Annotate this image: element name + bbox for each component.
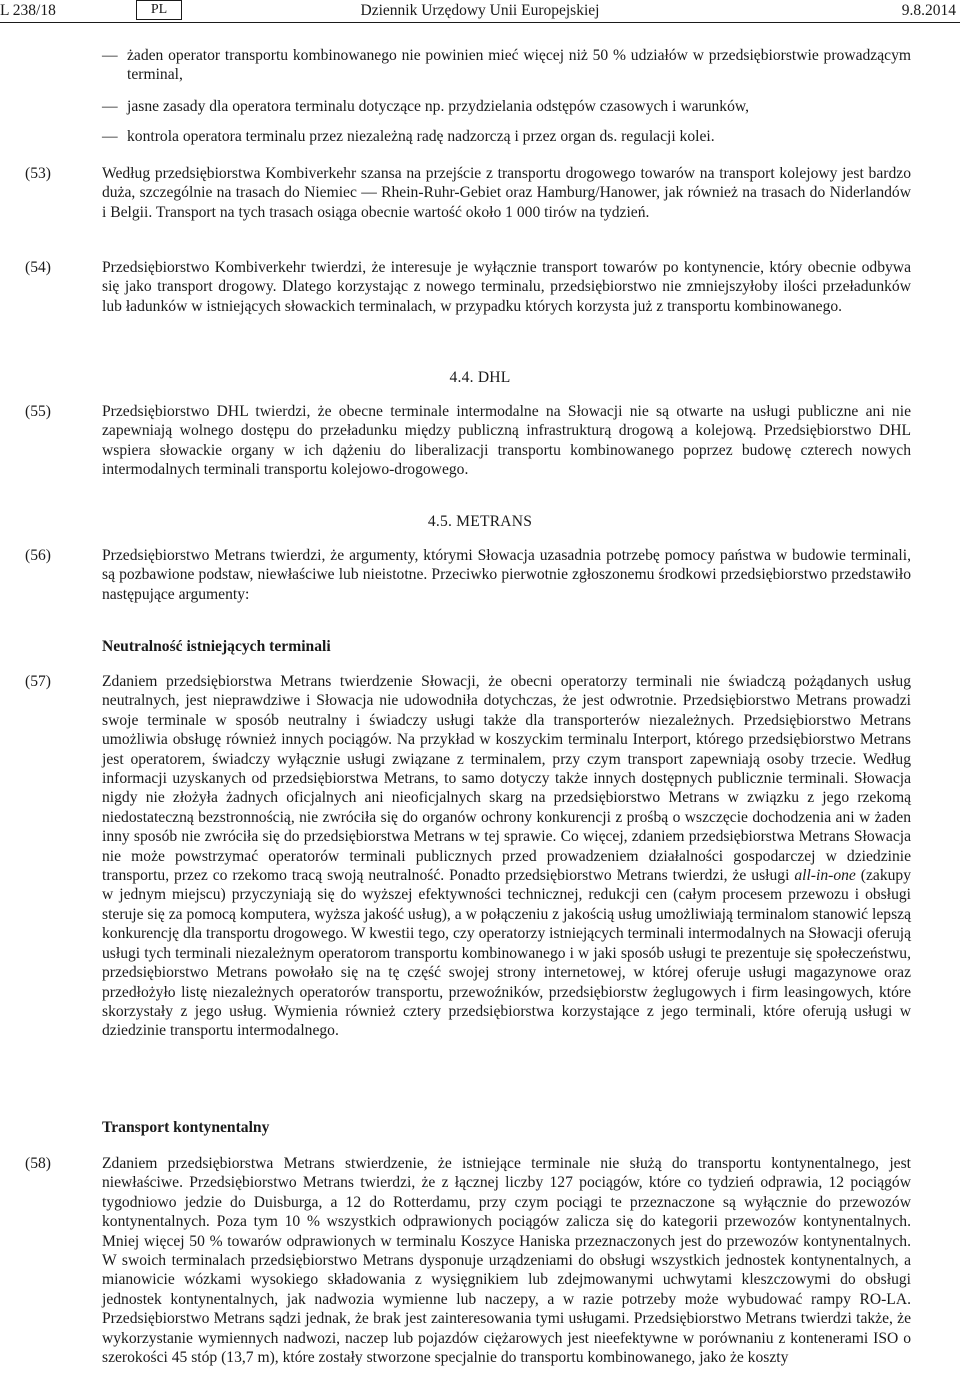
paragraph-58: Zdaniem przedsiębiorstwa Metrans stwierdzenie, że istniejące terminale nie służą do transportu kontynentalnego, jest niewłaściwe. Przedsiębiorstwo Metrans twierdzi, że z łącznej liczby 127 pociągów, które co tydzień odprawia, 12 pociągów tygodniowo jedzie do Duisburga, a 12 do Rotterdamu, przy czym pociągi te przeznaczone są wyłącznie do przewozów kontynentalnych. Poza tym 10 % wszystkich odprawionych pociągów zalicza się do kategorii przewozów kontynentalnych. Mniej więcej 50 % towarów odprawionych w terminalu Koszyce Haniska przeznaczonych jest do przewozów kontynentalnych. W swoich terminalach przedsiębiorstwo Metrans dysponuje urządzeniami do obsługi wszystkich jednostek kontynentalnych, a mianowicie wózkami wysokiego składowania z wysięgnikiem lub zdejmowanymi uchwytami kleszczowymi do obsługi jednostek kontynentalnych, jak nadwozia wymienne lub naczepy, a w razie potrzeby może wybudować rampy RO-LA. Przedsiębiorstwo Metrans sądzi jednak, że brak jest zainteresowania tymi usługami. Przedsiębiorstwo Metrans twierdzi także, że wykorzystanie wymiennych nadwozi, naczep lub pojazdów ciężarowych jest nieefektywne w porównaniu z kontenerami ISO o szerokości 45 stóp (13,7 m), które zostały stworzone specjalnie do transportu kombinowanego, jako że koszty [102,1155,911,1367]
subheading-neutrality: Neutralność istniejących terminali [102,638,331,655]
indent-text-2: jasne zasady dla operatora terminalu dotyczące np. przydzielania odstępów czasowych i warunków, [127,98,750,115]
paragraph-57-part-2: (zakupy w jednym miejscu) przyczyniają się do wyższej efektywności technicznej, redukcji cen (całym procesem przewozu i obsługi steruje się za pomocą komputera, wyższa jakość usług), a w połączeniu z jakością usług umożliwiają terminalom stanowić lepszą konkurencję dla transportu drogowego. W kwestii tego, czy operatorzy istniejących terminali intermodalnych na Słowacji oferują usługi tych terminali niezależnym operatorom transportu kombinowanego i w jaki sposób usługi te prezentuje się społeczeństwu, przedsiębiorstwo Metrans powołało się na tę część swojej strony internetowej, w której oferuje usługi magazynowe oraz przedłożyło listę niezależnych operatorów transportu, przewoźników, przedsiębiorstw żeglugowych i firm leasingowych, które skorzystały z jego usług. Wymienia również cztery przedsiębiorstwa korzystające z jego terminali, które oferują usługi w dziedzinie transportu intermodalnego. [102,867,912,1040]
subheading-continental-transport: Transport kontynentalny [102,1119,270,1136]
indent-text-3: kontrola operatora terminalu przez niezależną radę nadzorczą i przez organ ds. regulacji kolei. [127,128,715,145]
paragraph-number-54: (54) [25,259,51,276]
paragraph-number-55: (55) [25,403,51,420]
paragraph-56: Przedsiębiorstwo Metrans twierdzi, że argumenty, którymi Słowacja uzasadnia potrzebę pomocy państwa w budowie terminali, są pozbawione podstaw, niewłaściwe lub nieistotne. Przeciwko pierwotnie zgłoszonemu środkowi przedsiębiorstwo przedstawiło następujące argumenty: [102,547,911,603]
paragraph-number-56: (56) [25,547,51,564]
section-heading-dhl: 4.4. DHL [449,369,511,386]
section-heading-metrans: 4.5. METRANS [427,513,533,530]
page-header [0,0,960,22]
paragraph-number-58: (58) [25,1155,51,1172]
indent-dash-1: — [102,47,118,64]
header-rule [0,22,960,23]
paragraph-number-53: (53) [25,165,51,182]
indent-dash-2: — [102,98,118,115]
paragraph-57-part-1: Zdaniem przedsiębiorstwa Metrans twierdzenie Słowacji, że obecni operatorzy terminali nie świadczą pożądanych usług neutralnych, jest nieprawdziwe i Słowacja nie udowodniła dotychczas, że jest odwrotnie. Przedsiębiorstwo Metrans prowadzi swoje terminale w sposób neutralny i świadczy usługi także dla transporterów niezależnych. Przedsiębiorstwo Metrans umożliwia obsługę również innych pociągów. Na przykład w koszyckim terminalu Interport, którego przedsiębiorstwo Metrans jest operatorem, świadczy wyłącznie usługi związane z terminalem, przy czym transport zapewniają osoby trzecie. Według informacji uzyskanych od przedsiębiorstwa Metrans, to samo dotyczy także innych dostępnych publicznie terminali. Słowacja nigdy nie złożyła żadnych oficjalnych ani nieoficjalnych skarg na przedsiębiorstwo Metrans w związku z jego rzekomą niedostateczną bezstronnością, nie zwróciła się do organów ochrony konkurencji z prośbą o wszczęcie dochodzenia ani w żaden inny sposób nie zwróciła się do przedsiębiorstwa Metrans w tej sprawie. Co więcej, zdaniem przedsiębiorstwa Metrans Słowacja nie może powstrzymać operatorów terminali publicznych przed prowadzeniem działalności gospodarczej w dziedzinie transportu, przez co rzekomo tracą swoją neutralność. Ponadto przedsiębiorstwo Metrans twierdzi, że usługi [102,673,911,885]
indent-text-1: żaden operator transportu kombinowanego nie powinien mieć więcej niż 50 % udziałów w przedsiębiorstwie prowadzącym terminal, [127,47,911,84]
paragraph-54: Przedsiębiorstwo Kombiverkehr twierdzi, że interesuje je wyłącznie transport towarów po kontynencie, który obecnie odbywa się jako transport drogowy. Dlatego korzystając z nowego terminalu, przedsiębiorstwo nie zmniejszyłoby ilości przeładunków lub ładunków w istniejących słowackich terminalach, w przypadku których korzysta już z transportu kombinowanego. [102,259,911,315]
paragraph-53: Według przedsiębiorstwa Kombiverkehr szansa na przejście z transportu drogowego towarów na transport kolejowy jest bardzo duża, szczególnie na trasach do Niemiec — Rhein-Ruhr-Gebiet oraz Hamburg/Hanower, jak również na trasach do Niderlandów i Belgii. Transport na tych trasach osiąga obecnie wartość około 1 000 tirów na tydzień. [102,165,911,221]
language-code-box: PL [136,0,182,20]
paragraph-57 [102,672,911,1041]
paragraph-number-57: (57) [25,673,51,690]
page-reference: L 238/18 [0,2,56,19]
paragraph-55: Przedsiębiorstwo DHL twierdzi, że obecne terminale intermodalne na Słowacji nie są otwarte na usługi publiczne ani nie zapewniają wolnego dostępu do przeładunku między publiczną infrastrukturą drogową a kolejową. Przedsiębiorstwo DHL wspiera słowackie organy w ich dążeniu do liberalizacji transportu kombinowanego poprzez budowę czterech nowych intermodalnych terminali transportu kolejowo-drogowego. [102,403,911,479]
indent-dash-3: — [102,128,118,145]
journal-title: Dziennik Urzędowy Unii Europejskiej [360,2,600,19]
paragraph-57-italic-term: all-in-one [794,867,856,885]
publication-date: 9.8.2014 [901,2,956,19]
